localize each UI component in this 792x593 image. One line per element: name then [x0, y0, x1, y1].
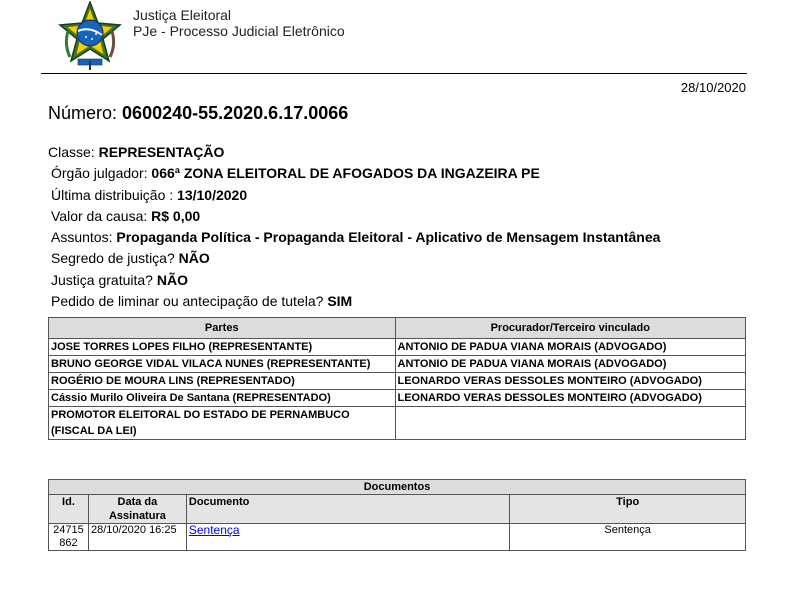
field-pedido-liminar [48, 291, 660, 312]
partes-header-row [49, 318, 746, 339]
table-row [49, 407, 746, 440]
org-line-2: PJe - Processo Judicial Eletrônico [133, 23, 345, 39]
field-segredo-justica [48, 248, 660, 269]
header-divider [41, 73, 747, 74]
procurador-cell: LEONARDO VERAS DESSOLES MONTEIRO (ADVOGADO) [395, 390, 746, 407]
field-orgao-julgador [48, 163, 660, 184]
column-header-documento: Documento [186, 495, 509, 524]
field-valor-causa [48, 206, 660, 227]
documentos-title-row [49, 480, 746, 495]
field-value: Propaganda Política - Propaganda Eleitoral - Aplicativo de Mensagem Instantânea [116, 229, 661, 246]
field-justica-gratuita [48, 270, 660, 291]
field-value: REPRESENTAÇÃO [98, 144, 225, 160]
table-row [49, 524, 746, 551]
process-details [48, 142, 660, 312]
brasao-republica-icon [56, 1, 124, 71]
sentenca-link[interactable]: Sentença [188, 523, 240, 537]
process-number-label: Número: [48, 103, 118, 123]
document-date: 28/10/2020 [680, 80, 746, 95]
column-header-data-assinatura: Data da Assinatura [88, 495, 186, 524]
process-number-value: 0600240-55.2020.6.17.0066 [122, 103, 349, 123]
field-value: 13/10/2020 [177, 186, 248, 203]
column-header-tipo: Tipo [510, 495, 746, 524]
org-line-1: Justiça Eleitoral [133, 7, 232, 23]
documentos-table [48, 479, 746, 551]
field-label: Justiça gratuita? [51, 271, 157, 288]
process-number [48, 102, 348, 124]
field-assuntos [48, 227, 660, 248]
field-label: Pedido de liminar ou antecipação de tutela? [51, 293, 328, 310]
table-row [49, 356, 746, 373]
document-cell [186, 524, 509, 551]
procurador-cell: ANTONIO DE PADUA VIANA MORAIS (ADVOGADO) [395, 356, 746, 373]
field-ultima-distribuicao [48, 185, 660, 206]
table-row [49, 373, 746, 390]
parte-cell: JOSE TORRES LOPES FILHO (REPRESENTANTE) [49, 339, 396, 356]
procurador-cell: ANTONIO DE PADUA VIANA MORAIS (ADVOGADO) [395, 339, 746, 356]
field-label: Segredo de justiça? [51, 250, 179, 267]
document-header [0, 0, 792, 74]
parte-cell: ROGÉRIO DE MOURA LINS (REPRESENTADO) [49, 373, 396, 390]
document-date-cell: 28/10/2020 16:25 [88, 524, 186, 551]
table-row [49, 339, 746, 356]
field-value: 066ª ZONA ELEITORAL DE AFOGADOS DA INGAZEIRA PE [151, 165, 540, 182]
parte-cell: PROMOTOR ELEITORAL DO ESTADO DE PERNAMBUCO (FISCAL DA LEI) [49, 407, 396, 440]
field-value: R$ 0,00 [151, 207, 201, 224]
field-label: Última distribuição : [51, 186, 178, 203]
document-id-cell: 24715862 [49, 524, 89, 551]
field-classe [48, 142, 660, 163]
column-header-partes: Partes [49, 318, 396, 339]
parte-cell: Cássio Murilo Oliveira De Santana (REPRESENTADO) [49, 390, 396, 407]
document-type-cell: Sentença [510, 524, 746, 551]
column-header-id: Id. [49, 495, 89, 524]
field-label: Valor da causa: [51, 207, 152, 224]
column-header-procurador: Procurador/Terceiro vinculado [395, 318, 746, 339]
field-label: Órgão julgador: [51, 165, 152, 182]
partes-table [48, 317, 746, 440]
procurador-cell: LEONARDO VERAS DESSOLES MONTEIRO (ADVOGADO) [395, 373, 746, 390]
field-value: SIM [327, 293, 353, 310]
procurador-cell [395, 407, 746, 440]
organization-name [133, 7, 345, 39]
parte-cell: BRUNO GEORGE VIDAL VILACA NUNES (REPRESENTANTE) [49, 356, 396, 373]
field-value: NÃO [178, 250, 210, 267]
documentos-header-row [49, 495, 746, 524]
documentos-title: Documentos [49, 480, 746, 495]
table-row [49, 390, 746, 407]
field-label: Assuntos: [51, 229, 117, 246]
field-value: NÃO [156, 271, 188, 288]
field-label: Classe: [48, 144, 99, 160]
